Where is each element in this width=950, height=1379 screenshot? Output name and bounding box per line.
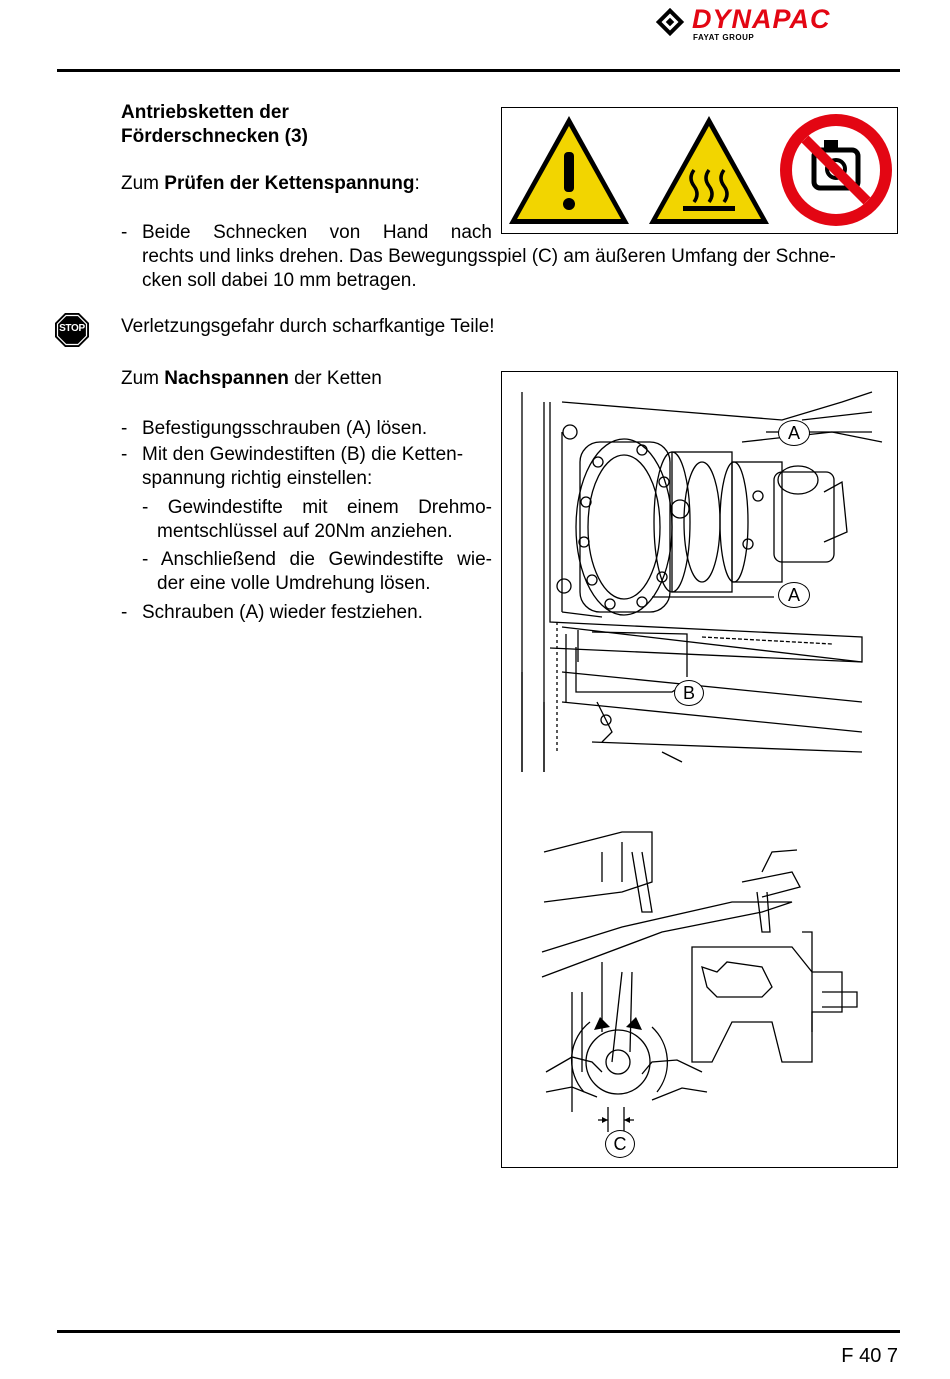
technical-illustration [501,371,898,1168]
footer-rule [57,1330,900,1333]
tension-intro: Zum Nachspannen der Ketten [121,368,382,389]
check-item-line2: rechts und links drehen. Das Bewegungsspiel (C) am äußeren Umfang der Schne- [142,246,836,267]
warning-text: Verletzungsgefahr durch scharfkantige Teile! [121,316,495,337]
section-title-line2: Förderschnecken (3) [121,126,308,147]
tension-item2-dash: - [121,444,128,465]
stop-sign-label: STOP [59,323,85,334]
tension-sub2-line2: der eine volle Umdrehung lösen. [157,573,431,594]
callout-c: C [605,1130,635,1158]
page-number: F 40 7 [841,1345,898,1367]
check-item-line3: cken soll dabei 10 mm betragen. [142,270,417,291]
tension-item2-line2: spannung richtig einstellen: [142,468,373,489]
section-title-line1: Antriebsketten der [121,102,289,123]
callout-a-bottom: A [778,582,810,608]
header-rule [57,69,900,72]
callout-b: B [674,680,704,706]
tension-sub1-line2: mentschlüssel auf 20Nm anziehen. [157,521,453,542]
tension-item1: Befestigungsschrauben (A) lösen. [142,418,428,439]
check-item-line1: Beide Schnecken von Hand nach [142,222,492,243]
check-item-dash: - [121,222,128,243]
stop-sign-icon [54,312,90,348]
safety-signs-panel [501,107,898,234]
tension-item1-dash: - [121,418,128,439]
brand-subtitle: FAYAT GROUP [693,33,755,42]
tension-item3-dash: - [121,602,128,623]
brand-name: DYNAPAC [692,4,831,34]
auger-drawing [542,832,857,1132]
tension-item3: Schrauben (A) wieder festziehen. [142,602,423,623]
hot-surface-warning-icon [649,116,769,224]
exclamation-warning-icon [509,116,629,224]
check-intro: Zum Prüfen der Kettenspannung: [121,173,420,194]
tension-item2-line1: Mit den Gewindestiften (B) die Ketten- [142,444,464,465]
tension-sub2-line1: - Anschließend die Gewindestifte wie- [142,549,492,570]
gearbox-drawing [522,392,882,772]
no-running-engine-prohibition-icon [780,114,892,226]
tension-sub1-line1: - Gewindestifte mit einem Drehmo- [142,497,492,518]
callout-a-top: A [778,420,810,446]
